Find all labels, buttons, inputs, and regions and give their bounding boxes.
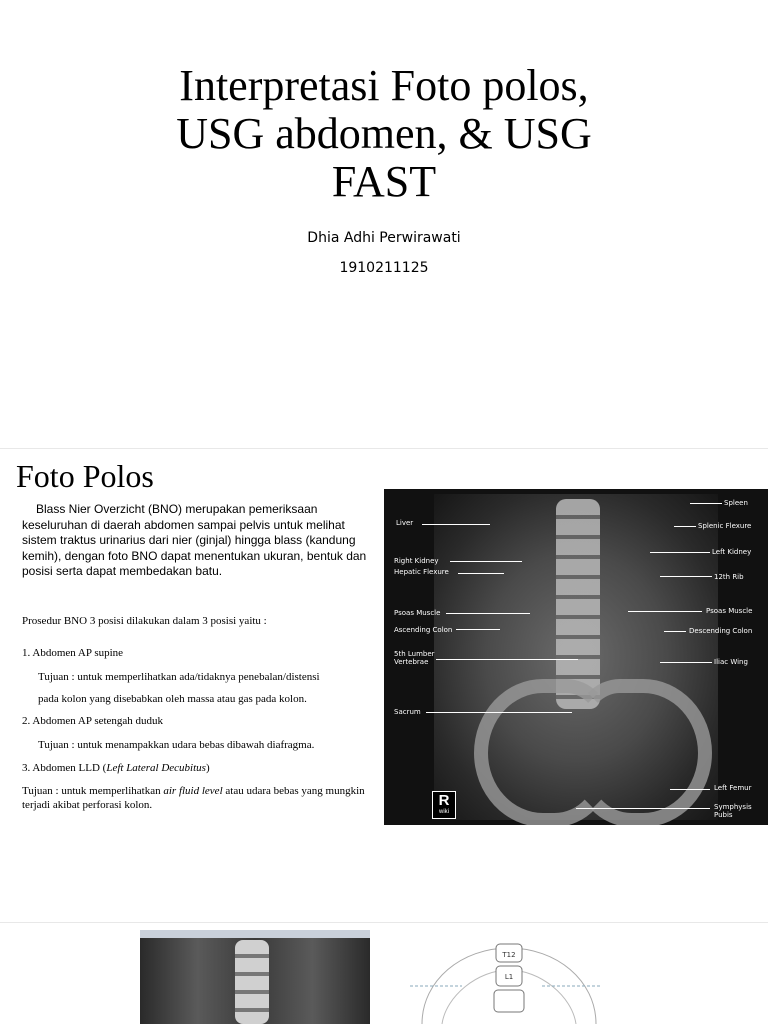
list-item-3-goal-suffix: atau udara bebas yang mungkin terjadi akibat perforasi kolon. [22,785,365,811]
label-liver: Liver [396,519,414,527]
label-left-femur: Left Femur [714,784,752,792]
label-l1: L1 [504,973,514,981]
list-item-3-goal-italic: air fluid level [163,785,223,797]
pointer-psoas-left [446,613,530,614]
label-hepatic-flexure: Hepatic Flexure [394,568,449,576]
label-psoas-muscle-right: Psoas Muscle [706,607,753,615]
vertebra-l2 [494,990,524,1012]
list-item-1: 1. Abdomen AP supine [22,647,124,659]
label-descending-colon: Descending Colon [689,627,753,635]
author-name: Dhia Adhi Perwirawati [307,230,461,246]
pointer-liver [422,524,490,525]
label-5th-lumbar-vertebrae: 5th Lumber Vertebrae [394,650,435,666]
label-t12: T12 [502,951,516,959]
xray-pelvis-right [574,679,712,825]
xray-spine [235,940,269,1024]
pointer-symphysis [576,808,710,809]
list-item-3-suffix: ) [205,762,210,774]
label-psoas-muscle-left: Psoas Muscle [394,609,441,617]
label-symphysis-pubis: Symphysis Pubis [714,803,752,819]
procedure-label: Prosedur BNO 3 posisi dilakukan dalam 3 posisi yaitu : [22,615,267,627]
list-item-3-prefix: 3. Abdomen LLD ( [22,762,107,774]
pointer-descending-colon [664,631,686,632]
pointer-lumbar [436,659,578,660]
radiopaedia-logo [432,791,456,819]
pointer-ascending-colon [456,629,500,630]
label-splenic-flexure: Splenic Flexure [698,522,752,530]
pointer-splenic-flexure [674,526,696,527]
logo-word: wiki [439,809,449,815]
list-item-2: 2. Abdomen AP setengah duduk [22,715,164,727]
list-item-3-italic: Left Lateral Decubitus [106,762,206,774]
label-ascending-colon: Ascending Colon [394,626,453,634]
label-sacrum: Sacrum [394,708,421,716]
list-item-3-goal [22,784,374,812]
title-line-3: FAST [331,157,437,206]
pointer-spleen [690,503,722,504]
pointer-right-kidney [450,561,522,562]
label-right-kidney: Right Kidney [394,557,439,565]
pointer-left-kidney [650,552,710,553]
slide-title [100,62,668,206]
label-left-kidney: Left Kidney [712,548,752,556]
image-toolbar-strip [140,930,370,938]
label-spleen: Spleen [724,499,748,507]
list-item-2-goal: Tujuan : untuk menampakkan udara bebas dibawah diafragma. [38,739,315,751]
abdominal-xray-image [384,489,768,825]
list-item-3-goal-prefix: Tujuan : untuk memperlihatkan [22,785,164,797]
chest-xray-image [140,930,370,1024]
pointer-psoas-right [628,611,702,612]
student-id: 1910211125 [339,260,429,276]
section-heading: Foto Polos [16,458,154,494]
pointer-12th-rib [660,576,712,577]
list-item-1-goal-line-2: pada kolon yang disebabkan oleh massa atau gas pada kolon. [38,693,307,705]
pointer-left-femur [670,789,710,790]
pointer-hepatic-flexure [458,573,504,574]
slide-divider [0,448,768,449]
intro-paragraph: Blass Nier Overzicht (BNO) merupakan pemeriksaan keseluruhan di daerah abdomen sampai pelvis untuk melihat sistem traktus urinarius dari nier (ginjal) hingga blass (kandung kemih), dengan foto BNO dapat menentukan ukuran, bentuk dan posisi serta dapat membedakan batu. [22,502,367,578]
list-item-3 [22,761,210,775]
pointer-sacrum [426,712,572,713]
pointer-iliac-wing [660,662,712,663]
slide-divider [0,922,768,923]
label-12th-rib: 12th Rib [714,573,744,581]
title-line-1: Interpretasi Foto polos, [179,61,589,110]
xray-spine [556,499,600,709]
title-line-2: USG abdomen, & USG [176,109,592,158]
logo-letter: R [438,792,450,809]
label-iliac-wing: Iliac Wing [714,658,748,666]
anatomy-diagram [402,940,616,1024]
list-item-1-goal-line-1: Tujuan : untuk memperlihatkan ada/tidaknya penebalan/distensi [38,671,320,683]
